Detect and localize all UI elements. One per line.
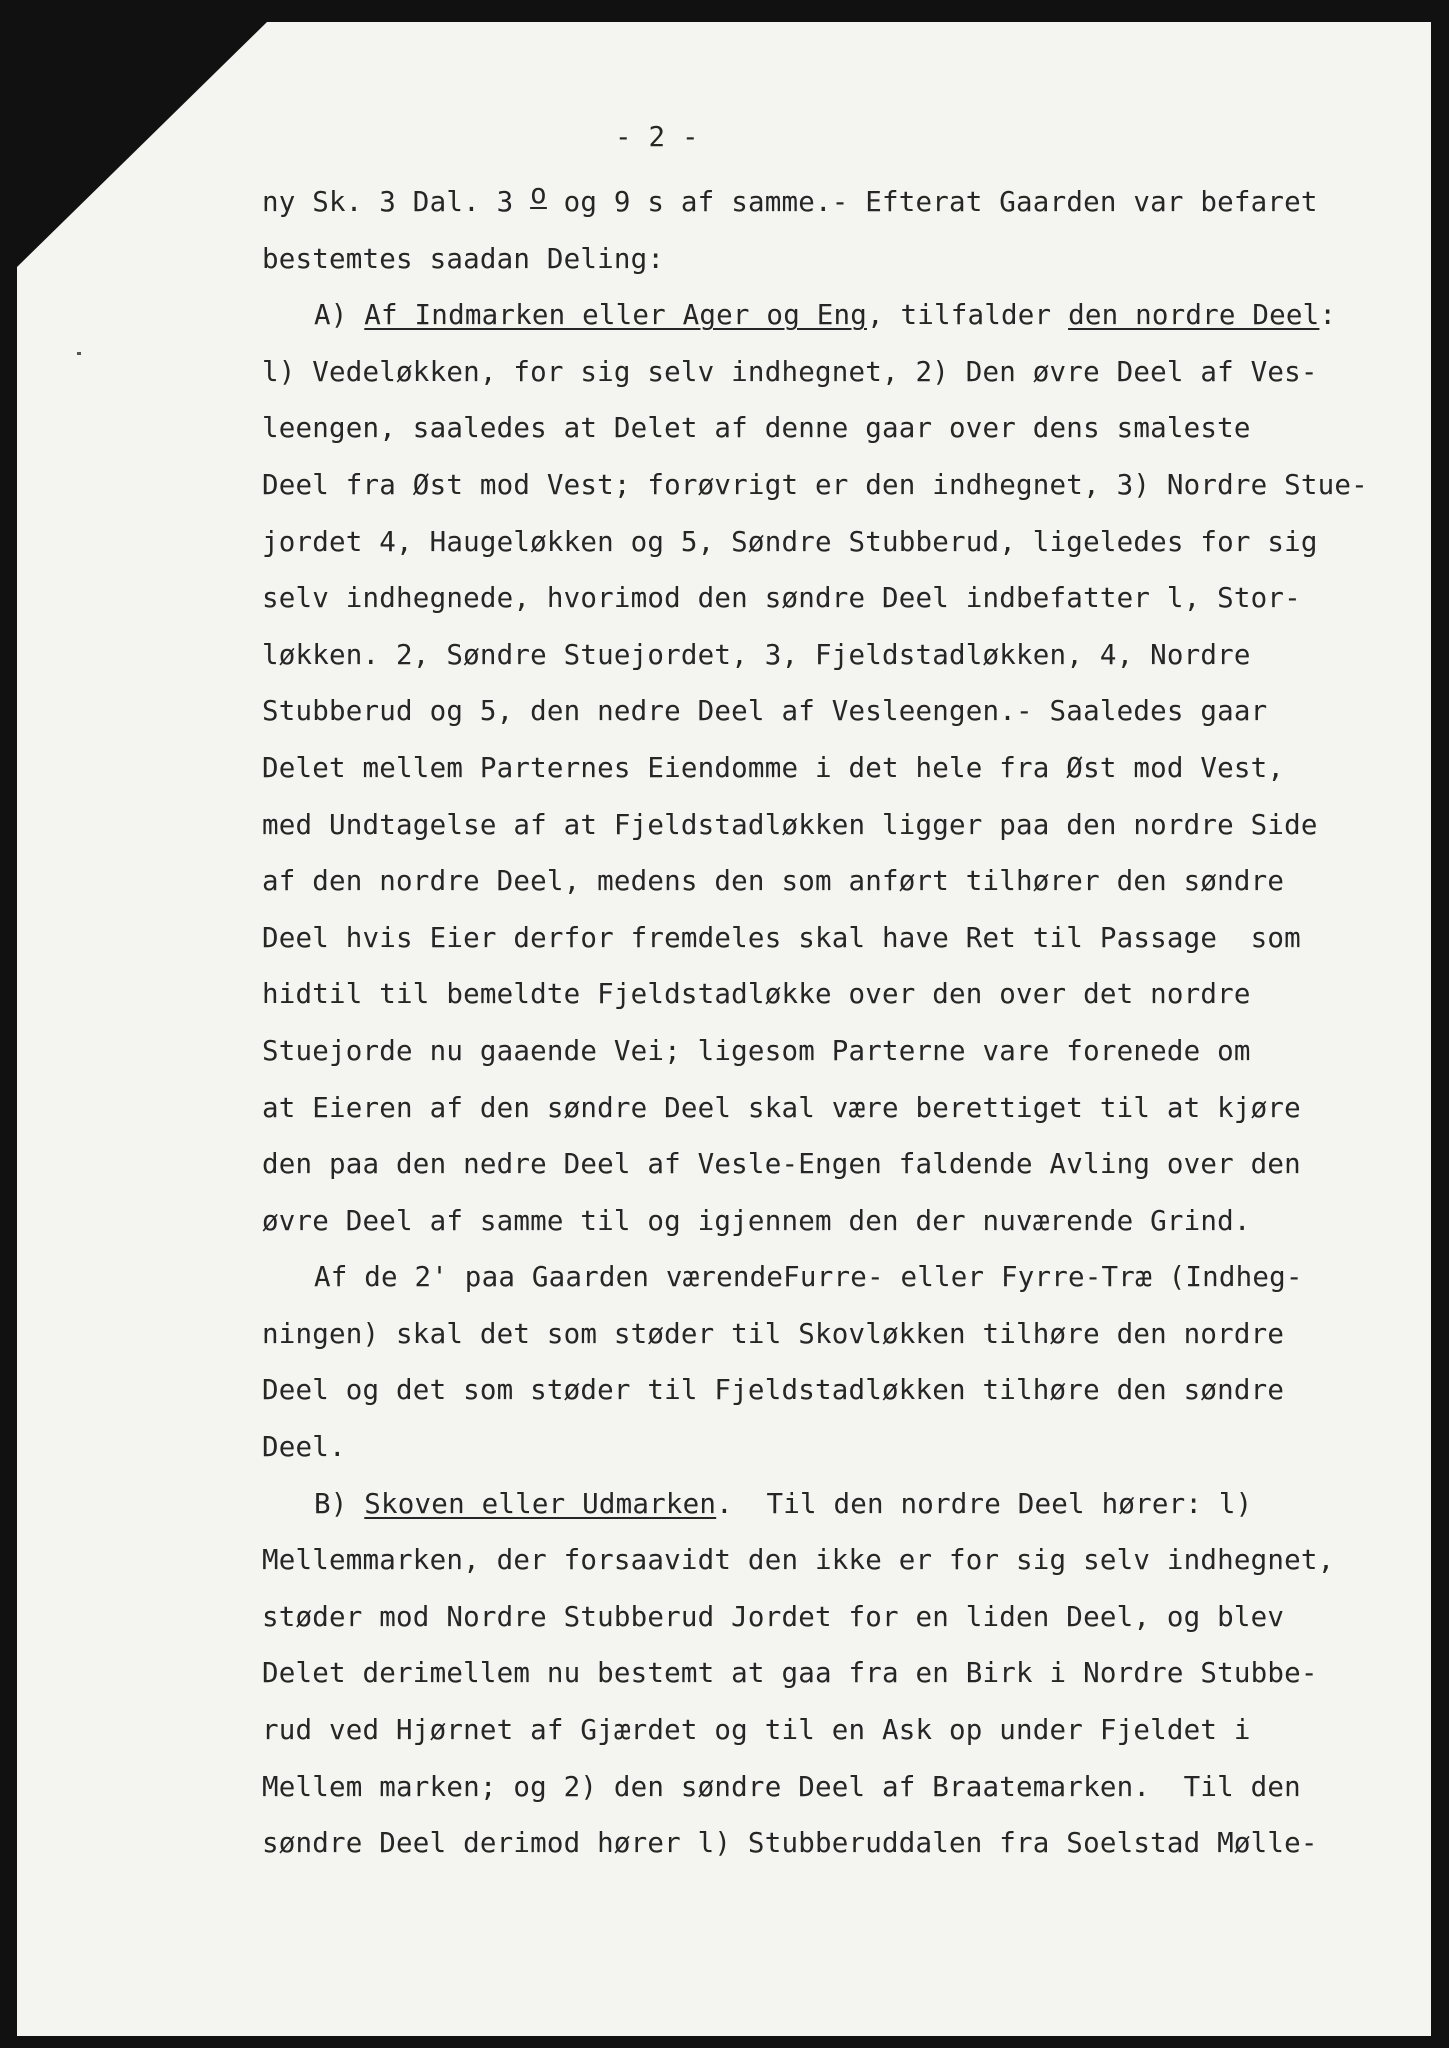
text-line: Delet mellem Parternes Eiendomme i det hele fra Øst mod Vest, bbox=[262, 751, 1285, 784]
text-line: Deel fra Øst mod Vest; forøvrigt er den indhegnet, 3) Nordre Stue- bbox=[262, 468, 1368, 501]
section-a-subject: den nordre Deel bbox=[1068, 299, 1320, 332]
ink-speck bbox=[77, 352, 81, 355]
text-line: selv indhegnede, hvorimod den søndre Deel indbefatter l, Stor- bbox=[262, 582, 1301, 615]
section-b-rest: . Til den nordre Deel hører: l) bbox=[716, 1487, 1253, 1520]
line1-part-a: ny Sk. 3 Dal. 3 bbox=[262, 186, 531, 218]
text-line: løkken. 2, Søndre Stuejordet, 3, Fjeldstadløkken, 4, Nordre bbox=[262, 638, 1251, 671]
text-line: støder mod Nordre Stubberud Jordet for en liden Deel, og blev bbox=[262, 1600, 1285, 1633]
section-b-label: B) bbox=[314, 1487, 365, 1520]
section-b-title: Skoven eller Udmarken bbox=[364, 1487, 717, 1520]
text-line: hidtil til bemeldte Fjeldstadløkke over den over det nordre bbox=[262, 978, 1251, 1011]
paragraph-trees bbox=[262, 1249, 1412, 1475]
text-line: øvre Deel af samme til og igjennem den der nuværende Grind. bbox=[262, 1204, 1251, 1237]
text-line: Af de 2' paa Gaarden værendeFurre- eller Fyrre-Træ (Indheg- bbox=[314, 1261, 1303, 1294]
text-line: med Undtagelse af at Fjeldstadløkken ligger paa den nordre Side bbox=[262, 808, 1318, 841]
text-line: Mellemmarken, der forsaavidt den ikke er for sig selv indhegnet, bbox=[262, 1544, 1335, 1577]
text-line: Deel og det som støder til Fjeldstadløkken tilhøre den søndre bbox=[262, 1374, 1285, 1407]
text-line: rud ved Hjørnet af Gjærdet og til en Ask op under Fjeldet i bbox=[262, 1714, 1251, 1747]
text-line-1 bbox=[262, 174, 1412, 231]
degree-superscript: o bbox=[530, 178, 547, 210]
text-line: Mellem marken; og 2) den søndre Deel af Braatemarken. Til den bbox=[262, 1770, 1301, 1803]
section-a-title: Af Indmarken eller Ager og Eng bbox=[364, 299, 867, 332]
section-a-heading-line bbox=[262, 287, 1412, 344]
text-line: Deel hvis Eier derfor fremdeles skal have Ret til Passage som bbox=[262, 921, 1301, 954]
text-line: at Eieren af den søndre Deel skal være berettiget til at kjøre bbox=[262, 1091, 1301, 1124]
text-line: den paa den nedre Deel af Vesle-Engen faldende Avling over den bbox=[262, 1148, 1301, 1181]
text-line: Stuejorde nu gaaende Vei; ligesom Parterne vare forenede om bbox=[262, 1034, 1251, 1067]
text-line: leengen, saaledes at Delet af denne gaar over dens smaleste bbox=[262, 412, 1251, 445]
page-number: - 2 - bbox=[615, 121, 699, 153]
text-line: Stubberud og 5, den nedre Deel af Vesleengen.- Saaledes gaar bbox=[262, 695, 1268, 728]
section-a-label: A) bbox=[314, 299, 365, 332]
text-line: ningen) skal det som støder til Skovløkken tilhøre den nordre bbox=[262, 1317, 1285, 1350]
line1-part-b: og 9 s af samme.- Efterat Gaarden var befaret bbox=[546, 186, 1318, 218]
section-a-mid: , tilfalder bbox=[866, 299, 1069, 332]
text-line-2: bestemtes saadan Deling: bbox=[262, 242, 665, 275]
paragraph-b bbox=[262, 1532, 1412, 1872]
text-line: l) Vedeløkken, for sig selv indhegnet, 2) Den øvre Deel af Ves- bbox=[262, 355, 1318, 388]
text-line: Delet derimellem nu bestemt at gaa fra en Birk i Nordre Stubbe- bbox=[262, 1657, 1318, 1690]
text-line: jordet 4, Haugeløkken og 5, Søndre Stubberud, ligeledes for sig bbox=[262, 525, 1318, 558]
section-a-colon: : bbox=[1319, 299, 1337, 332]
text-line: søndre Deel derimod hører l) Stubberuddalen fra Soelstad Mølle- bbox=[262, 1827, 1318, 1860]
text-line: Deel. bbox=[262, 1431, 346, 1464]
section-b-heading-line bbox=[262, 1476, 1412, 1533]
paragraph-a bbox=[262, 344, 1412, 1250]
document-text bbox=[262, 112, 1412, 1872]
text-line: af den nordre Deel, medens den som anført tilhører den søndre bbox=[262, 865, 1285, 898]
